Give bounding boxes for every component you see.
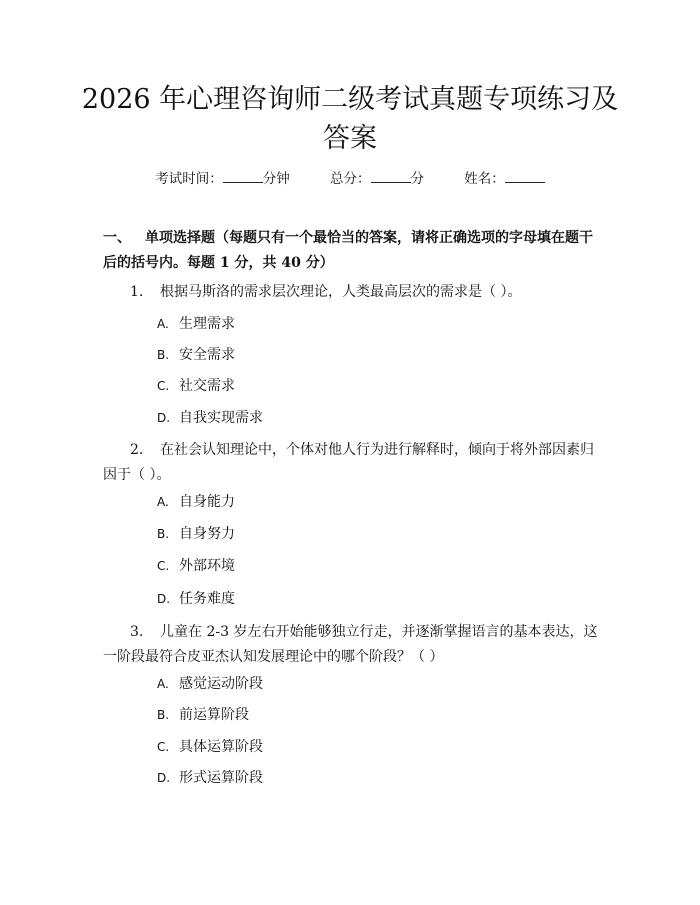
option-letter: D. bbox=[157, 592, 171, 606]
score-blank bbox=[371, 170, 411, 183]
score-field bbox=[330, 171, 424, 187]
question-1-option-d bbox=[157, 408, 263, 428]
option-letter: B. bbox=[157, 527, 170, 541]
exam-meta bbox=[0, 167, 700, 187]
document-title-line-2: 答案 bbox=[323, 123, 377, 154]
question-3-option-d bbox=[157, 768, 263, 788]
section-heading-text: 单项选择题（每题只有一个最恰当的答案，请将正确选项的字母填在题干后的括号内。每题 1 分，共 40 分） bbox=[103, 230, 593, 271]
question-3-option-c bbox=[157, 737, 263, 757]
option-letter: D. bbox=[157, 771, 171, 785]
question-1-option-b bbox=[157, 345, 235, 365]
question-2-option-d bbox=[157, 589, 235, 609]
option-text: 前运算阶段 bbox=[179, 707, 249, 723]
question-1-option-a bbox=[157, 314, 235, 334]
section-number: 一、 bbox=[103, 230, 131, 246]
option-letter: B. bbox=[157, 348, 170, 362]
name-label: 姓名： bbox=[464, 171, 505, 187]
question-1 bbox=[103, 280, 603, 305]
question-text: 根据马斯洛的需求层次理论，人类最高层次的需求是（ ）。 bbox=[160, 284, 522, 300]
option-text: 外部环境 bbox=[179, 558, 235, 574]
name-blank bbox=[505, 170, 545, 183]
question-number: 3. bbox=[130, 624, 144, 640]
option-letter: A. bbox=[157, 495, 169, 509]
score-unit: 分 bbox=[410, 171, 424, 187]
option-text: 生理需求 bbox=[179, 316, 235, 332]
question-number: 2. bbox=[130, 442, 144, 458]
document-title-line-1: 2026 年心理咨询师二级考试真题专项练习及 bbox=[81, 84, 619, 115]
option-text: 安全需求 bbox=[179, 347, 235, 363]
question-3-option-a bbox=[157, 674, 263, 694]
option-text: 形式运算阶段 bbox=[179, 770, 263, 786]
time-field bbox=[155, 171, 290, 187]
option-text: 感觉运动阶段 bbox=[179, 676, 263, 692]
option-letter: C. bbox=[157, 559, 170, 573]
question-2-option-a bbox=[157, 492, 235, 512]
option-letter: B. bbox=[157, 708, 170, 722]
section-heading bbox=[103, 226, 603, 276]
question-text: 儿童在 2-3 岁左右开始能够独立行走，并逐渐掌握语言的基本表达，这一阶段最符合皮亚杰认知发展理论中的哪个阶段？（ ） bbox=[103, 624, 598, 665]
time-blank bbox=[223, 170, 263, 183]
score-label: 总分： bbox=[330, 171, 371, 187]
option-letter: D. bbox=[157, 411, 171, 425]
option-text: 社交需求 bbox=[179, 378, 235, 394]
option-letter: C. bbox=[157, 740, 170, 754]
question-2-option-b bbox=[157, 524, 235, 544]
question-1-option-c bbox=[157, 376, 235, 396]
name-field bbox=[464, 171, 545, 187]
option-text: 自身努力 bbox=[179, 526, 235, 542]
question-3-option-b bbox=[157, 705, 249, 725]
option-letter: C. bbox=[157, 379, 170, 393]
question-2-option-c bbox=[157, 556, 235, 576]
option-text: 任务难度 bbox=[179, 591, 235, 607]
option-letter: A. bbox=[157, 677, 169, 691]
question-3 bbox=[103, 620, 603, 670]
option-text: 自我实现需求 bbox=[179, 410, 263, 426]
option-letter: A. bbox=[157, 317, 169, 331]
time-unit: 分钟 bbox=[262, 171, 290, 187]
question-text: 在社会认知理论中，个体对他人行为进行解释时，倾向于将外部因素归因于（ ）。 bbox=[103, 442, 594, 483]
time-label: 考试时间： bbox=[155, 171, 223, 187]
option-text: 自身能力 bbox=[179, 494, 235, 510]
question-2 bbox=[103, 438, 603, 488]
question-number: 1. bbox=[130, 284, 144, 300]
option-text: 具体运算阶段 bbox=[179, 739, 263, 755]
